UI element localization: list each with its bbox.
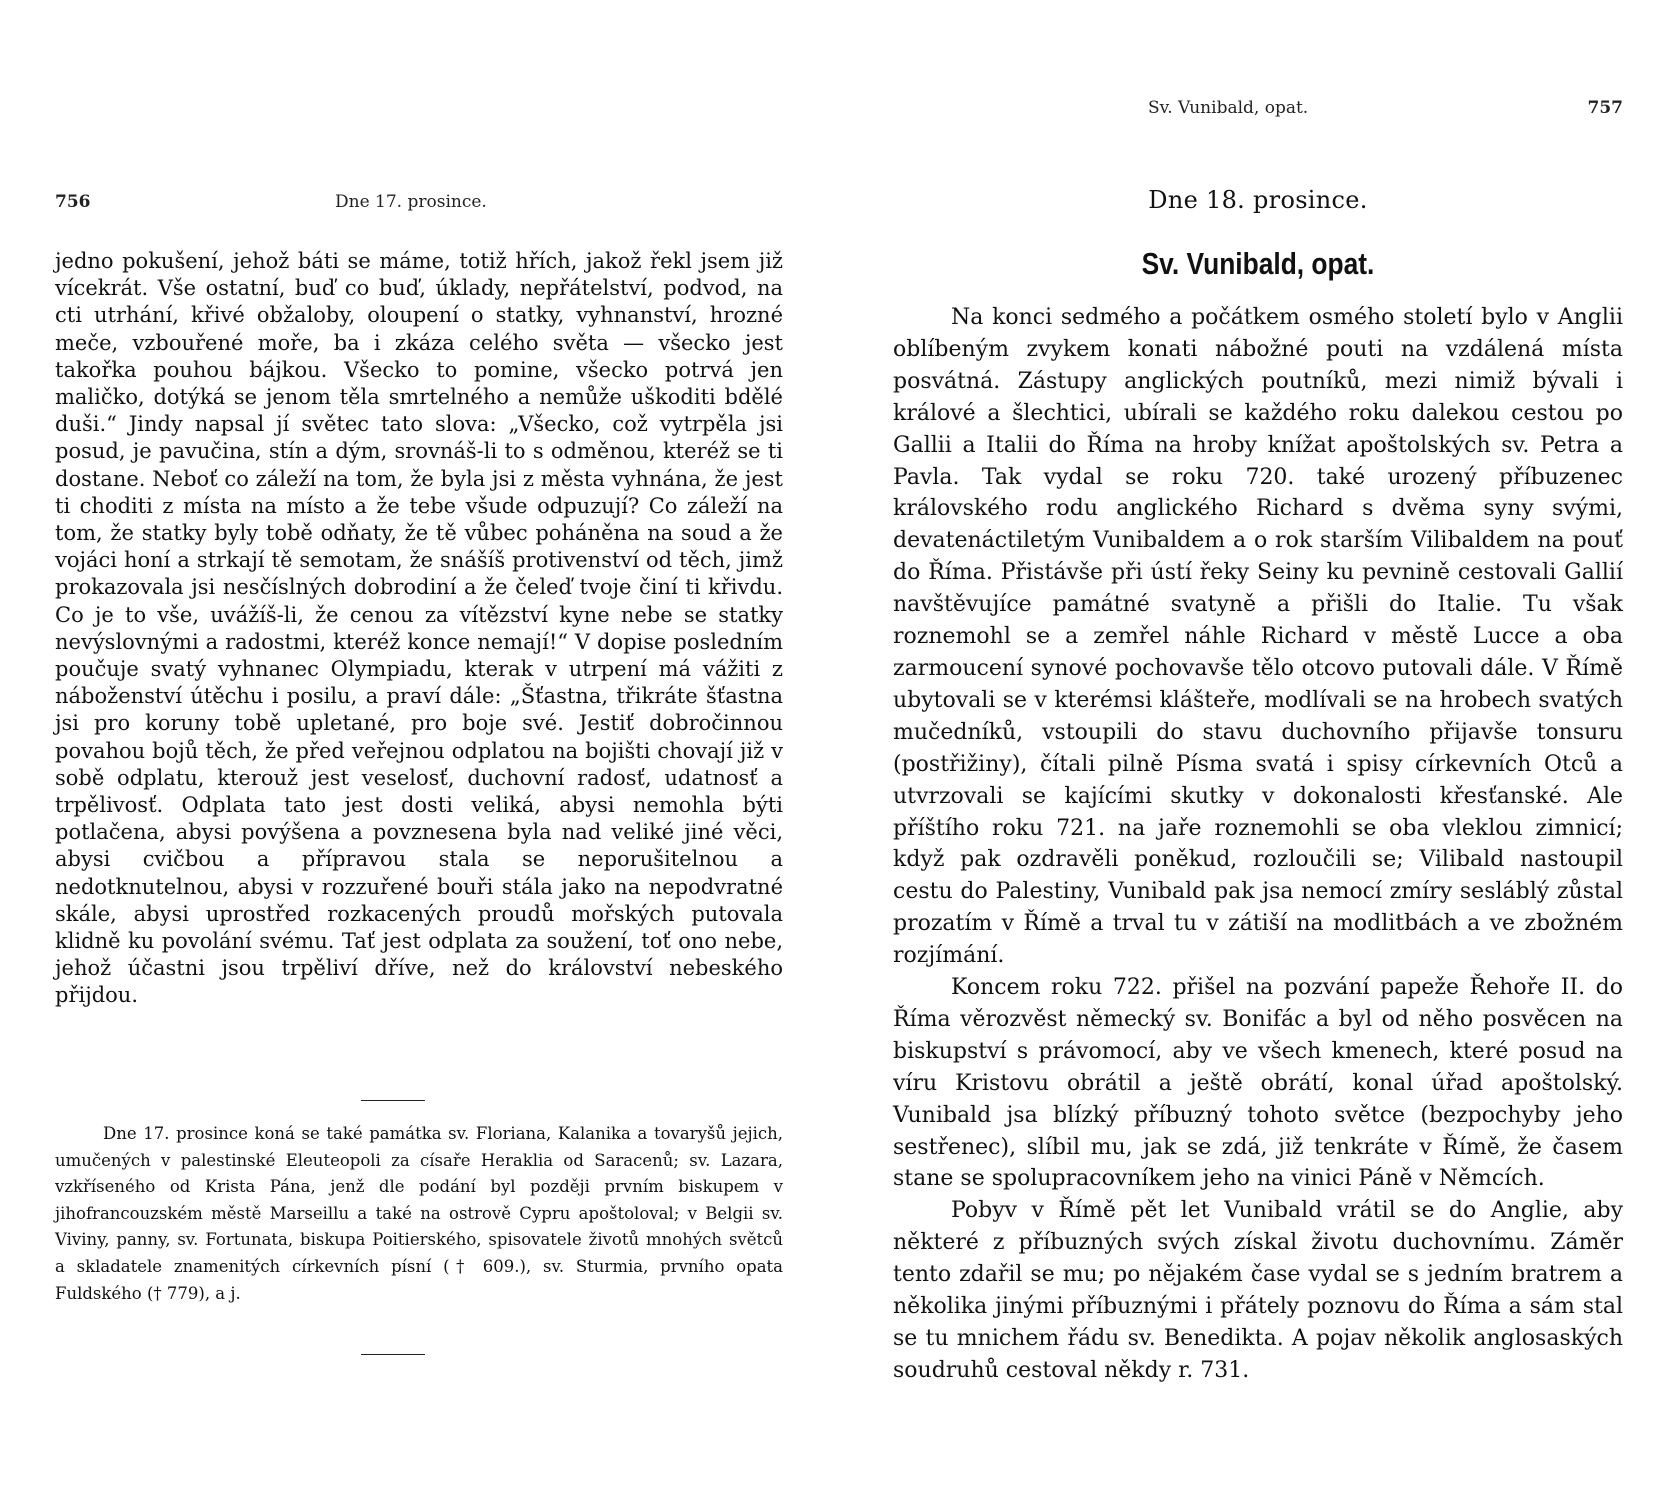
day-heading: Dne 18. prosince.	[1148, 186, 1368, 214]
footnote-text: Dne 17. prosince koná se také památka sv. Floriana, Kalanika a tovaryšů jejich, umučených v palestinské Eleuteopoli za císaře Heraklia od Saracenů; sv. Lazara, vzkříseného od Krista Pána, jenž dle podání byl později prvním biskupem v jihofrancouzském městě Marseillu a také na ostrově Cypru apoštoloval; v Belgii sv. Viviny, panny, sv. Fortunata, biskupa Poitierského, spisovatele životů mnohých světců a skladatele znamenitých církevních písní († 609.), sv. Sturmia, prvního opata Fuldského († 779), a j.	[55, 1124, 783, 1303]
right-running-head	[893, 98, 1623, 120]
right-page	[893, 0, 1623, 1500]
saint-title: Sv. Vunibald, opat.	[1141, 246, 1375, 281]
paragraph-1: Na konci sedmého a počátkem osmého století bylo v Anglii oblíbeným zvykem konati nábožné pouti na vzdálená místa posvátná. Zástupy anglických poutníků, mezi nimiž bývali i králové a šlechtici, ubírali se každého roku dalekou cestou po Gallii a Italii do Říma na hroby knížat apoštolských sv. Petra a Pavla. Tak vydal se roku 720. také urozený příbuzenec královského rodu anglického Richard s dvěma syny svými, devatenáctiletým Vunibaldem a o rok starším Vilibaldem na pouť do Říma. Přistávše při ústí řeky Seiny ku pevnině cestovali Gallií navštěvujíce památné svatyně a přišli do Italie. Tu však roznemohl se a zemřel náhle Richard v městě Lucce a oba zarmoucení synové pochovavše tělo otcovo putovali dále. V Římě ubytovali se v kterémsi klášteře, modlívali se na hrobech svatých mučedníků, vstoupili do stavu duchovního přijavše tonsuru (postřižiny), čítali pilně Písma svatá i spisy církevních Otců a utvrzovali se kajícími skutky v dokonalosti křesťanské. Ale příštího roku 721. na jaře roznemohli se oba vleklou zimnicí; když pak ozdravěli poněkud, rozloučili se; Vilibald nastoupil cestu do Palestiny, Vunibald pak jsa nemocí zmíry sesláblý zůstal prozatím v Římě a trval tu v zátiší na modlitbách a ve zbožném rozjímání.	[893, 305, 1623, 969]
left-running-title: Dne 17. prosince.	[335, 192, 487, 212]
paragraph-3: Pobyv v Římě pět let Vunibald vrátil se do Anglie, aby některé z příbuzných svých získal životu duchovnímu. Záměr tento zdařil se mu; po nějakém čase vydal se s jedním bratrem a několika jinými příbuznými i přátely poznovu do Říma a sám stal se tu mnichem řádu sv. Benedikta. A pojav několik anglosaských soudruhů cestoval někdy r. 731.	[893, 1198, 1623, 1383]
section-divider	[361, 1100, 425, 1101]
right-running-title: Sv. Vunibald, opat.	[1148, 98, 1309, 118]
paragraph-2: Koncem roku 722. přišel na pozvání papeže Řehoře II. do Říma věrozvěst německý sv. Bonifác a byl od něho posvěcen na biskupství s právomocí, aby ve všech kmenech, které posud na víru Kristovu obrátil a ještě obrátí, konal úřad apoštolský. Vunibald jsa blízký příbuzný tohoto světce (bezpochyby jeho sestřenec), slíbil mu, jak se zdá, již tenkráte v Římě, že časem stane se spolupracovníkem jeho na vinici Páně v Němcích.	[893, 975, 1623, 1192]
left-running-head	[55, 192, 785, 214]
left-body-text	[55, 248, 783, 1010]
end-divider	[361, 1354, 425, 1355]
right-page-number: 757	[1587, 98, 1623, 118]
right-body-text	[893, 302, 1623, 1387]
left-page-number: 756	[55, 192, 91, 212]
left-page	[55, 0, 785, 1500]
left-body-paragraph: jedno pokušení, jehož báti se máme, totiž hřích, jakož řekl jsem již vícekrát. Vše ostatní, buď co buď, úklady, nepřátelství, podvod, na cti utrhání, křivé obžaloby, oloupení o statky, vyhnanství, hrozné meče, vzbouřené moře, ba i zkáza celého světa — všecko jest takořka pouhou bájkou. Všecko to pomine, všecko potrvá jen maličko, dotýká se jenom těla smrtelného a nemůže uškoditi bdělé duši.“ Jindy napsal jí světec tato slova: „Všecko, což vytrpěla jsi posud, je pavučina, stín a dým, srovnáš-li to s odměnou, kteréž se ti dostane. Neboť co záleží na tom, že byla jsi z města vyhnána, že jest ti choditi z místa na místo a že tebe všude odpuzují? Co záleží na tom, že statky byly tobě odňaty, že tě vůbec poháněna na soud a že vojáci honí a strkají tě semotam, že snášíš protivenství od těch, jimž prokazovala jsi nesčíslných dobrodiní a že čeleď tvoje činí ti křivdu. Co je to vše, uvážíš-li, že cenou za vítězství kyne nebe se statky nevýslovnými a radostmi, kteréž konce nemají!“ V dopise posledním poučuje svatý vyhnanec Olympiadu, kterak v utrpení má vážiti z náboženství útěchu i posilu, a praví dále: „Šťastna, třikráte šťastna jsi pro koruny tobě upletané, pro boje své. Jestiť dobročinnou povahou bojů těch, že před veřejnou odplatou na bojišti chovají již v sobě odplatu, kterouž jest veselosť, duchovní radosť, udatnosť a trpělivosť. Odplata tato jest dosti veliká, abysi nemohla býti potlačena, abysi povýšena a povznesena byla nad veliké jiné věci, abysi cvičbou a přípravou stala se neporušitelnou a nedotknutelnou, abysi v rozzuřené bouři stála jako na nepodvratné skále, abysi uprostřed rozkacených proudů mořských putovala klidně ku povolání svému. Tať jest odplata za soužení, toť ono nebe, jehož účastni jsou trpěliví dříve, než do království nebeského přijdou.	[55, 249, 783, 1008]
footnote	[55, 1121, 783, 1307]
